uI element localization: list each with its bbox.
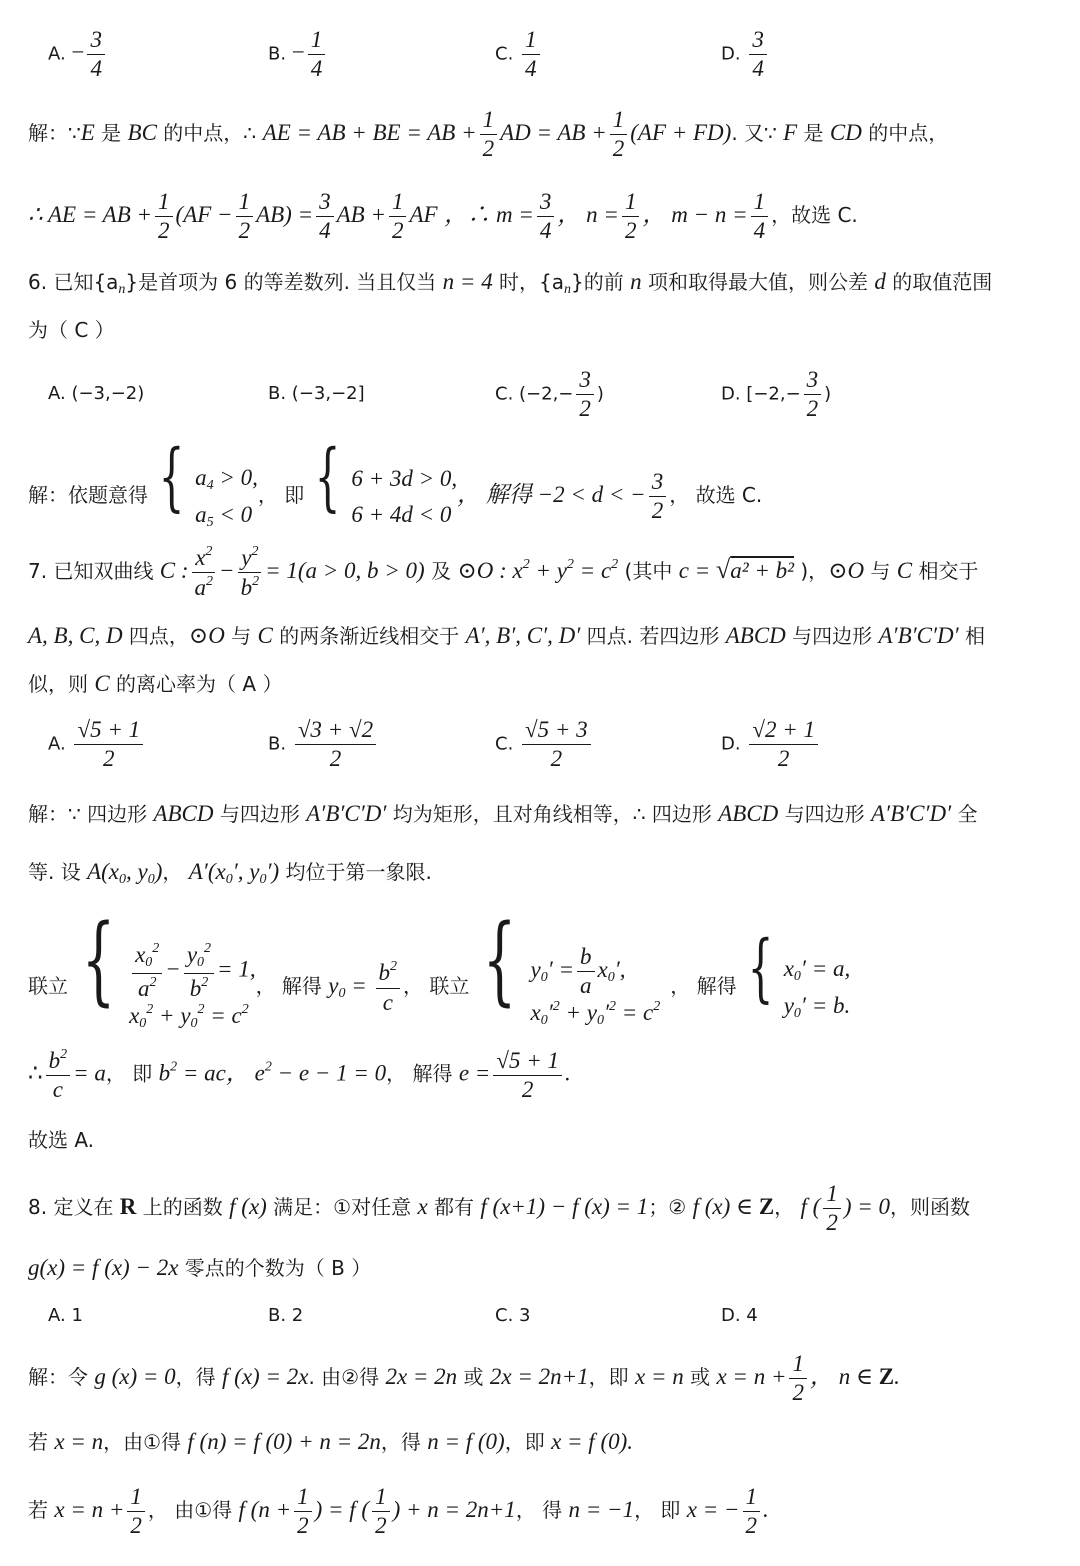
- q8-option-d: D. 4: [721, 1305, 758, 1326]
- q8-option-a: A. 1: [48, 1305, 83, 1326]
- q8-option-b: B. 2: [268, 1305, 304, 1326]
- q6-option-c: C. (−2,− $\frac{3}{2}$ ): [495, 367, 604, 422]
- q8-option-c: C. 3: [495, 1305, 531, 1326]
- q5-option-c: C. $\frac{1}{4}$: [495, 28, 543, 81]
- q7-solution-line4: ∴ $\frac{b^2}{c}$ = a， 即 $b^2$ = ac， $e^2 - e - 1 = 0$， 解得 e = $\frac{√5 + 1}{2}$ .: [28, 1047, 571, 1103]
- q8-solution-line3: 若 x = n + $\frac{1}{2}$ ， 由①得 f (n + $\frac{1}{2}$ ) = f ( $\frac{1}{2}$ ) + n = 2n+1， 得 n = −1， 即 x = − $\frac{1}{2}$ .: [28, 1484, 769, 1539]
- q6-option-a: A. (−3,−2): [48, 383, 145, 404]
- q6-stem-line2: 为（ C ）: [28, 318, 115, 342]
- q5-solution-line1: 解：∵E 是 BC 的中点，∴ AE = AB + BE = AB + $\frac{1}{2}$ AD = AB + $\frac{1}{2}$ (AF + FD). 又∵ F 是 CD 的中点，: [28, 107, 949, 162]
- q7-option-c: C. $\frac{√5 + 3}{2}$: [495, 718, 594, 771]
- q6-solution: 解：依题意得 { $a_4 > 0$, $a_5 < 0$ ， 即 { 6 + 3d > 0, 6 + 4d < 0 ， 解得 −2 < d < − $\frac{3}{2}$ ， 故选 C.: [28, 434, 763, 530]
- q7-stem-line1: 7. 已知双曲线 C : $\frac{x^2}{a^2}$ − $\frac{y^2}{b^2}$ = 1(a > 0, b > 0) 及 ⊙O : $x^2 + y^2 = c^2$ (其中 c = √a² + b² )，⊙O 与 C 相交于: [28, 544, 979, 601]
- q8-stem-line1: 8. 定义在 R 上的函数 f (x) 满足：①对任意 x 都有 f (x+1) − f (x) = 1；② f (x) ∈ Z， f ( $\frac{1}{2}$ ) = 0，则函数: [28, 1181, 971, 1236]
- q7-stem-line3: 似，则 C 的离心率为（ A ）: [28, 671, 283, 696]
- q7-option-d: D. $\frac{√2 + 1}{2}$: [721, 718, 821, 771]
- q5-option-b: B. − $\frac{1}{4}$: [268, 28, 328, 81]
- q7-option-b: B. $\frac{√3 + √2}{2}$: [268, 718, 379, 771]
- q7-option-a: A. $\frac{√5 + 1}{2}$: [48, 718, 146, 771]
- q6-option-b: B. (−3,−2]: [268, 383, 365, 404]
- q5-option-a: A. − $\frac{3}{4}$: [48, 28, 108, 81]
- q7-solution-line2: 等. 设 $A(x_0$, $y_0$)， $A'(x_0'$, $y_0'$) 均位于第一象限.: [28, 859, 432, 887]
- q8-stem-line2: g(x) = f (x) − 2x 零点的个数为（ B ）: [28, 1255, 372, 1280]
- q7-solution-line5: 故选 A.: [28, 1128, 95, 1152]
- q6-option-d: D. [−2,− $\frac{3}{2}$ ): [721, 367, 832, 422]
- q7-stem-line2: A, B, C, D 四点，⊙O 与 C 的两条渐近线相交于 A′, B′, C′, D′ 四点. 若四边形 ABCD 与四边形 A′B′C′D′ 相: [28, 623, 986, 648]
- q5-solution-line2: ∴ AE = AB + $\frac{1}{2}$ (AF − $\frac{1}{2}$ AB) = $\frac{3}{4}$ AB + $\frac{1}{2}$ AF ，∴ m = $\frac{3}{4}$ ， n = $\frac{1}{2}$ ， m − n = $\frac{1}{4}$ ，故选 C.: [28, 189, 858, 244]
- q6-stem-line1: 6. 已知$\{a_n\}$是首项为 6 的等差数列. 当且仅当 n = 4 时，$\{a_n\}$的前 n 项和取得最大值，则公差 d 的取值范围: [28, 269, 993, 297]
- q8-solution-line1: 解：令 g (x) = 0，得 f (x) = 2x. 由②得 2x = 2n 或 2x = 2n+1，即 x = n 或 x = n + $\frac{1}{2}$ ， n ∈ Z.: [28, 1351, 900, 1406]
- q7-solution-line3: 联立 { $\frac{x_0^2}{a^2}$ − $\frac{y_0^2}{b^2}$ = 1, $x_0^2 + y_0^2 = c^2$ ， 解得 $y_0$ = $\frac{b^2}{c}$ ， 联立 { $y_0'$ = $\frac{b}{a}$ $x_0'$, $x_0'^2 + y_0'^2 = c^2$ ， 解得 { $x_0' = a$, $y_0' = b$.: [28, 904, 851, 1031]
- q5-option-d: D. $\frac{3}{4}$: [721, 28, 770, 81]
- q7-solution-line1: 解：∵ 四边形 ABCD 与四边形 A′B′C′D′ 均为矩形，且对角线相等，∴ 四边形 ABCD 与四边形 A′B′C′D′ 全: [28, 801, 978, 826]
- q8-solution-line2: 若 x = n，由①得 f (n) = f (0) + n = 2n，得 n = f (0)，即 x = f (0).: [28, 1429, 634, 1454]
